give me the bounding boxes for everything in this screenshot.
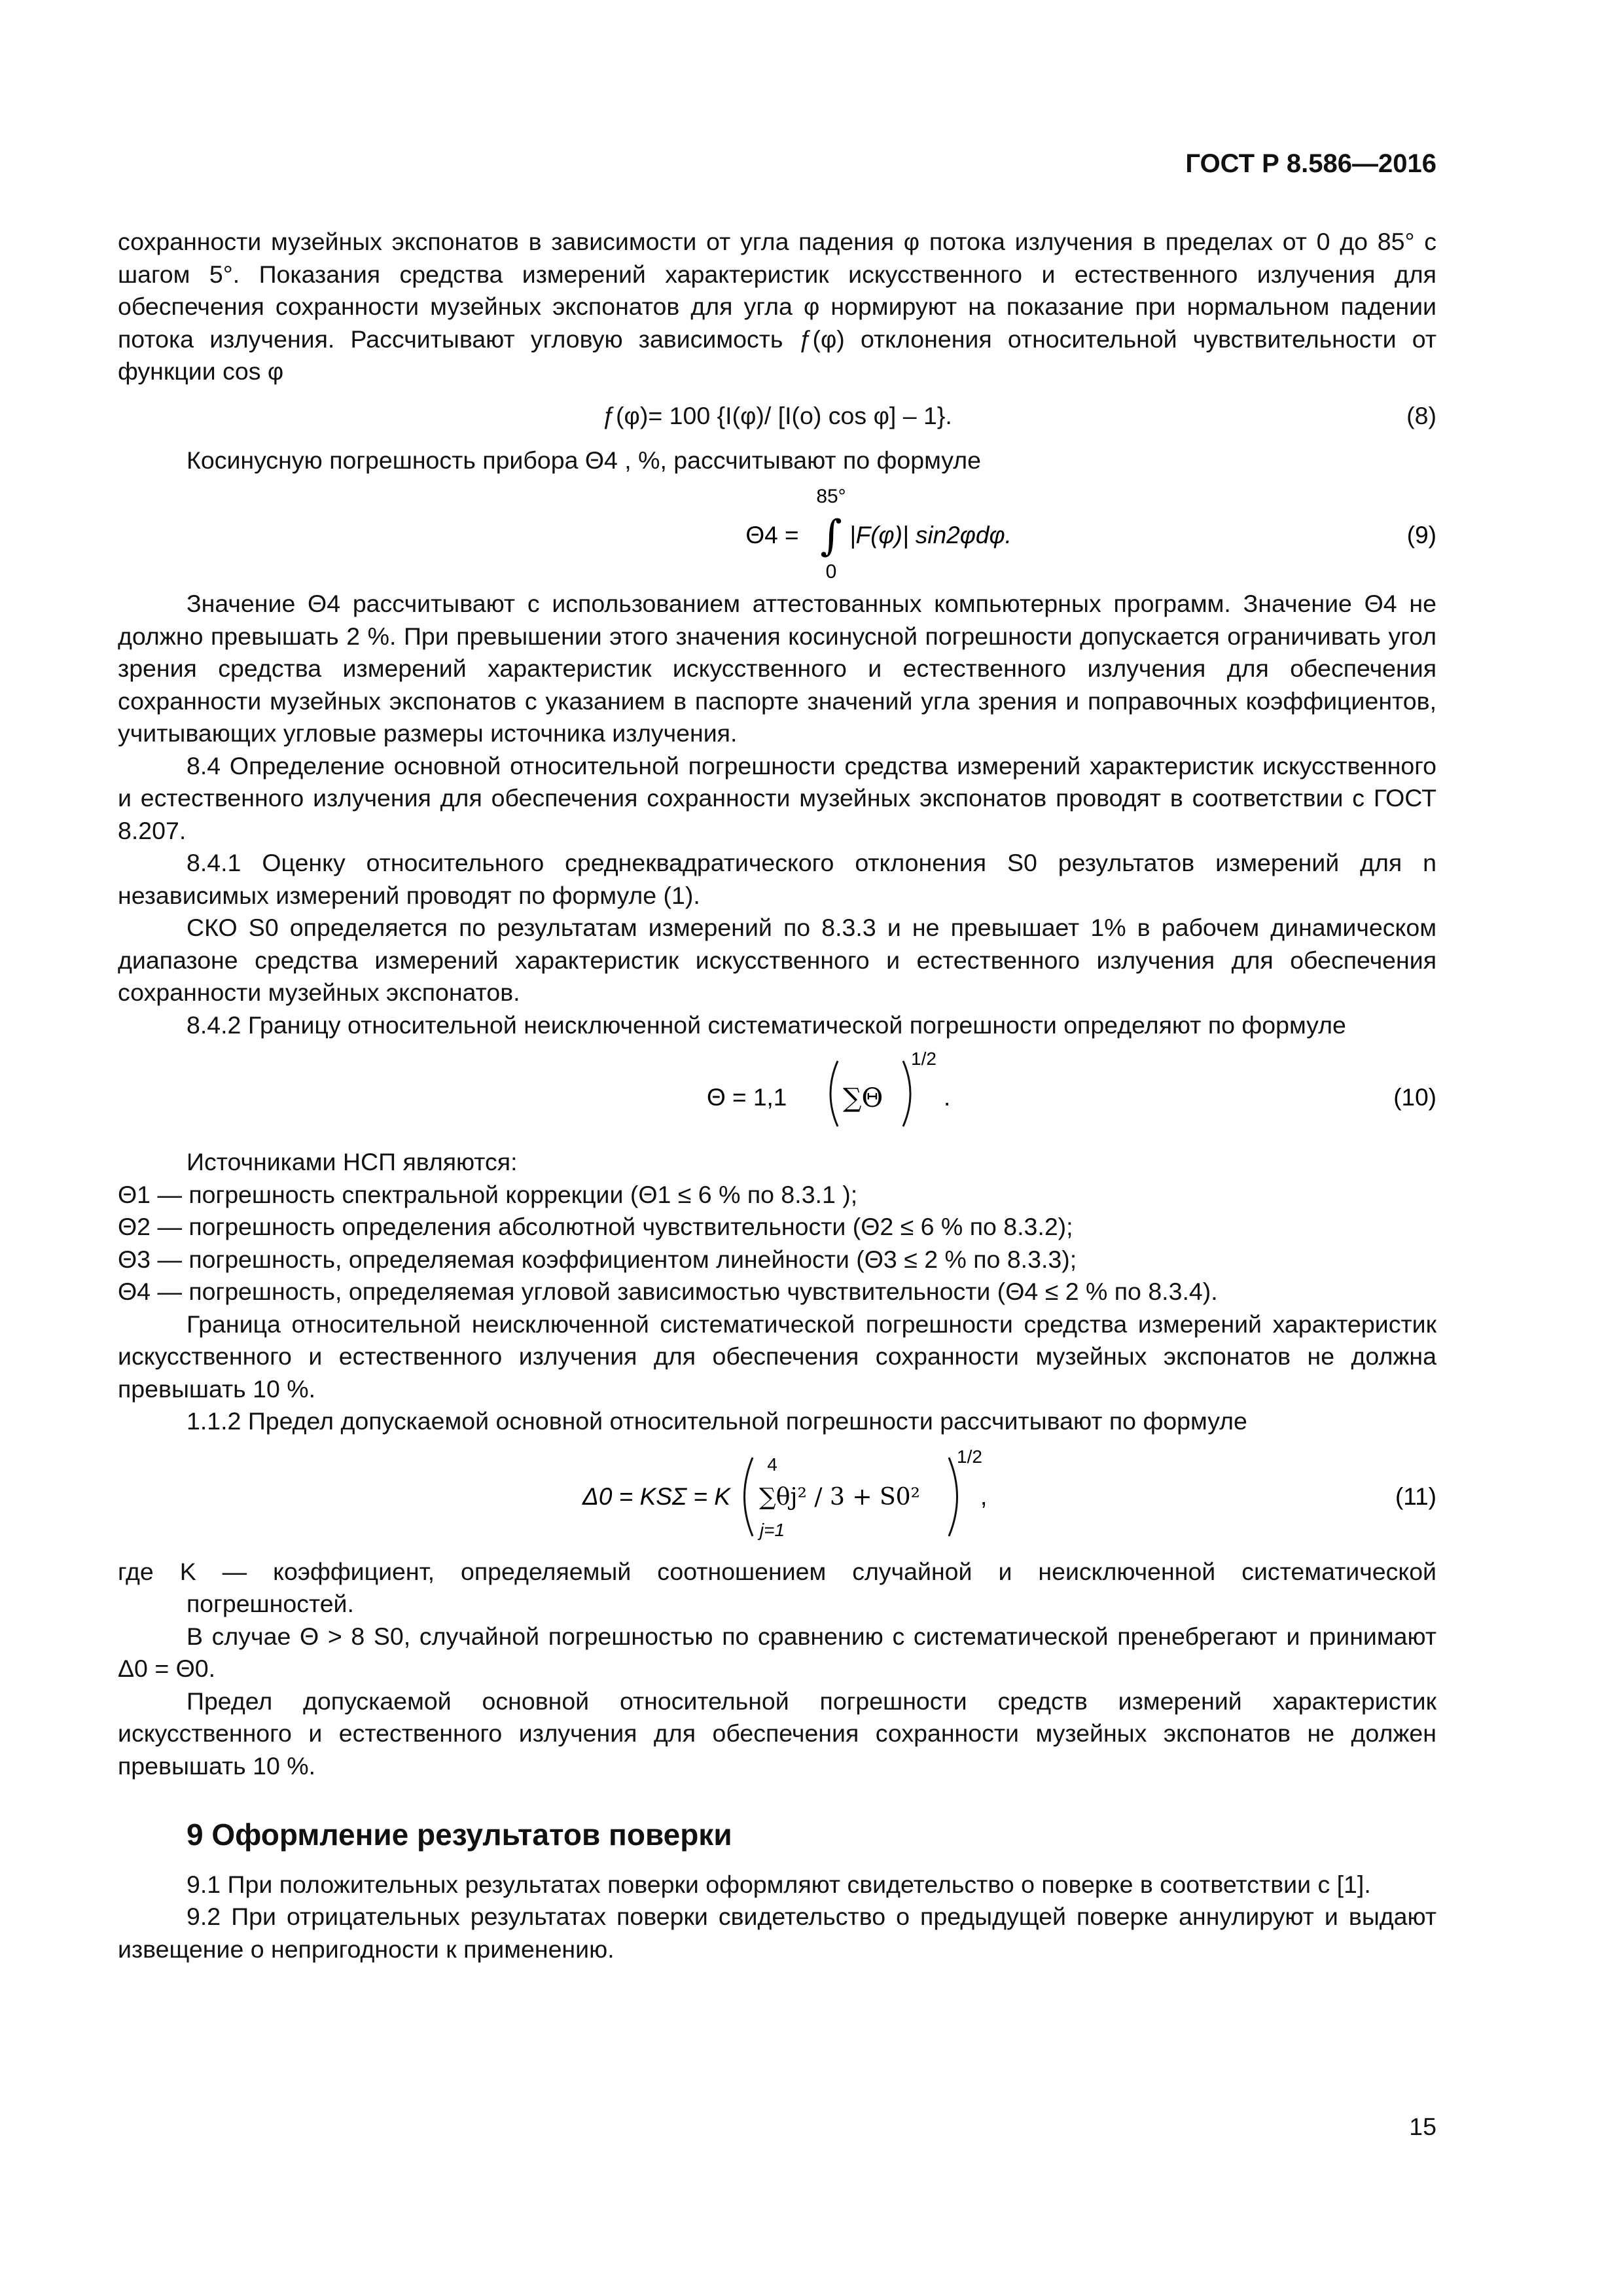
formula-11	[118, 1444, 1436, 1549]
formula-10-lhs: Θ = 1,1	[707, 1084, 787, 1111]
paragraph: Источниками НСП являются:	[187, 1148, 518, 1175]
page-number: 15	[1409, 2113, 1436, 2140]
paragraph: где K — коэффициент, определяемый соотношением случайной и неисключенной систематической погрешностей.	[118, 1557, 1436, 1617]
formula-8-expression: ƒ(φ)= 100 {I(φ)/ [I(o) cos φ] – 1}.	[602, 401, 952, 429]
formula-10-exponent: 1/2	[911, 1049, 936, 1069]
right-paren	[903, 1061, 910, 1126]
list-item: Θ2 — погрешность определения абсолютной чувствительности (Θ2 ≤ 6 % по 8.3.2);	[118, 1213, 1073, 1240]
paragraph: В случае Θ > 8 S0, случайной погрешностью по сравнению с систематической пренебрегают и принимают Δ0 = Θ0.	[118, 1622, 1436, 1682]
paragraph: Граница относительной неисключенной систематической погрешности средства измерений характеристик искусственного и естественного излучения для обеспечения сохранности музейных экспонатов не должна превышать 10 %.	[118, 1310, 1436, 1403]
list-item: Θ3 — погрешность, определяемая коэффициентом линейности (Θ3 ≤ 2 % по 8.3.3);	[118, 1245, 1077, 1273]
formula-10-tail: .	[944, 1084, 951, 1111]
formula-11-sum: ∑θj² / 3 + S0²	[759, 1483, 920, 1511]
formula-9-upper-limit: 85°	[816, 486, 846, 507]
formula-11-graphic	[118, 1444, 1436, 1549]
paragraph: Косинусную погрешность прибора Θ4 , %, рассчитывают по формуле	[187, 446, 981, 474]
formula-10-number: (10)	[1393, 1084, 1436, 1111]
formula-9-body: |F(φ)| sin2φdφ.	[849, 522, 1012, 548]
paragraph: 8.4 Определение основной относительной погрешности средства измерений характеристик искусственного и естественного излучения для обеспечения сохранности музейных экспонатов проводят в соответствии с ГОСТ 8.207.	[118, 751, 1436, 844]
right-paren	[949, 1458, 957, 1536]
formula-9-lower-limit: 0	[825, 561, 837, 581]
formula-11-exponent: 1/2	[957, 1446, 982, 1467]
formula-9-number: (9)	[1406, 522, 1436, 548]
formula-11-lower-limit: j=1	[759, 1519, 785, 1540]
formula-9	[118, 483, 1436, 581]
formula-10	[118, 1048, 1436, 1139]
formula-9-lhs: Θ4 =	[745, 522, 799, 548]
paragraph: СКО S0 определяется по результатам измерений по 8.3.3 и не превышает 1% в рабочем динамическом диапазоне средства измерений характеристик искусственного и естественного излучения для обеспечения сохранности музейных экспонатов.	[118, 914, 1436, 1006]
section-heading: 9 Оформление результатов поверки	[187, 1818, 732, 1852]
paragraph: 8.4.1 Оценку относительного среднеквадратического отклонения S0 результатов измерений для n независимых измерений проводят по формуле (1).	[118, 849, 1436, 909]
paragraph: 1.1.2 Предел допускаемой основной относительной погрешности рассчитывают по формуле	[187, 1407, 1247, 1435]
left-paren	[745, 1458, 753, 1536]
paragraph: 8.4.2 Границу относительной неисключенной систематической погрешности определяют по формуле	[187, 1011, 1346, 1039]
paragraph: сохранности музейных экспонатов в зависимости от угла падения φ потока излучения в пределах от 0 до 85° с шагом 5°. Показания средства измерений характеристик искусственного и естественного излучения для обеспечения сохранности музейных экспонатов для угла φ нормируют на показание при нормальном падении потока излучения. Рассчитывают угловую зависимость ƒ(φ) отклонения относительной чувствительности от функции cos φ	[118, 228, 1436, 385]
list-item: Θ4 — погрешность, определяемая угловой зависимостью чувствительности (Θ4 ≤ 2 % по 8.3.4).	[118, 1278, 1218, 1305]
formula-10-inner: ∑Θ	[843, 1083, 883, 1113]
document-header: ГОСТ Р 8.586—2016	[1185, 149, 1436, 178]
formula-11-lhs: Δ0 = KSΣ = K	[582, 1482, 730, 1510]
formula-8	[118, 400, 1436, 433]
formula-9-graphic	[118, 483, 1436, 581]
left-paren	[830, 1061, 838, 1126]
formula-11-number: (11)	[1395, 1482, 1436, 1510]
formula-11-tail: ,	[980, 1482, 988, 1510]
document-body	[118, 226, 1436, 1965]
integral-symbol: ∫	[820, 512, 842, 560]
paragraph: 9.1 При положительных результатах поверки оформляют свидетельство о поверке в соответствии с [1].	[187, 1870, 1371, 1898]
paragraph: Значение Θ4 рассчитывают с использованием аттестованных компьютерных программ. Значение Θ4 не должно превышать 2 %. При превышении этого значения косинусной погрешности допускается ограничивать угол зрения средства измерений характеристик искусственного и естественного излучения для обеспечения сохранности музейных экспонатов с указанием в паспорте значений угла зрения и поправочных коэффициентов, учитывающих угловые размеры источника излучения.	[118, 590, 1436, 747]
formula-8-number: (8)	[1406, 401, 1436, 429]
formula-11-upper-limit: 4	[767, 1454, 777, 1475]
paragraph: Предел допускаемой основной относительной погрешности средств измерений характеристик искусственного и естественного излучения для обеспечения сохранности музейных экспонатов не должен превышать 10 %.	[118, 1687, 1436, 1780]
formula-10-graphic	[118, 1048, 1436, 1139]
paragraph: 9.2 При отрицательных результатах поверки свидетельство о предыдущей поверке аннулируют и выдают извещение о непригодности к применению.	[118, 1903, 1436, 1963]
list-item: Θ1 — погрешность спектральной коррекции (Θ1 ≤ 6 % по 8.3.1 );	[118, 1180, 858, 1208]
